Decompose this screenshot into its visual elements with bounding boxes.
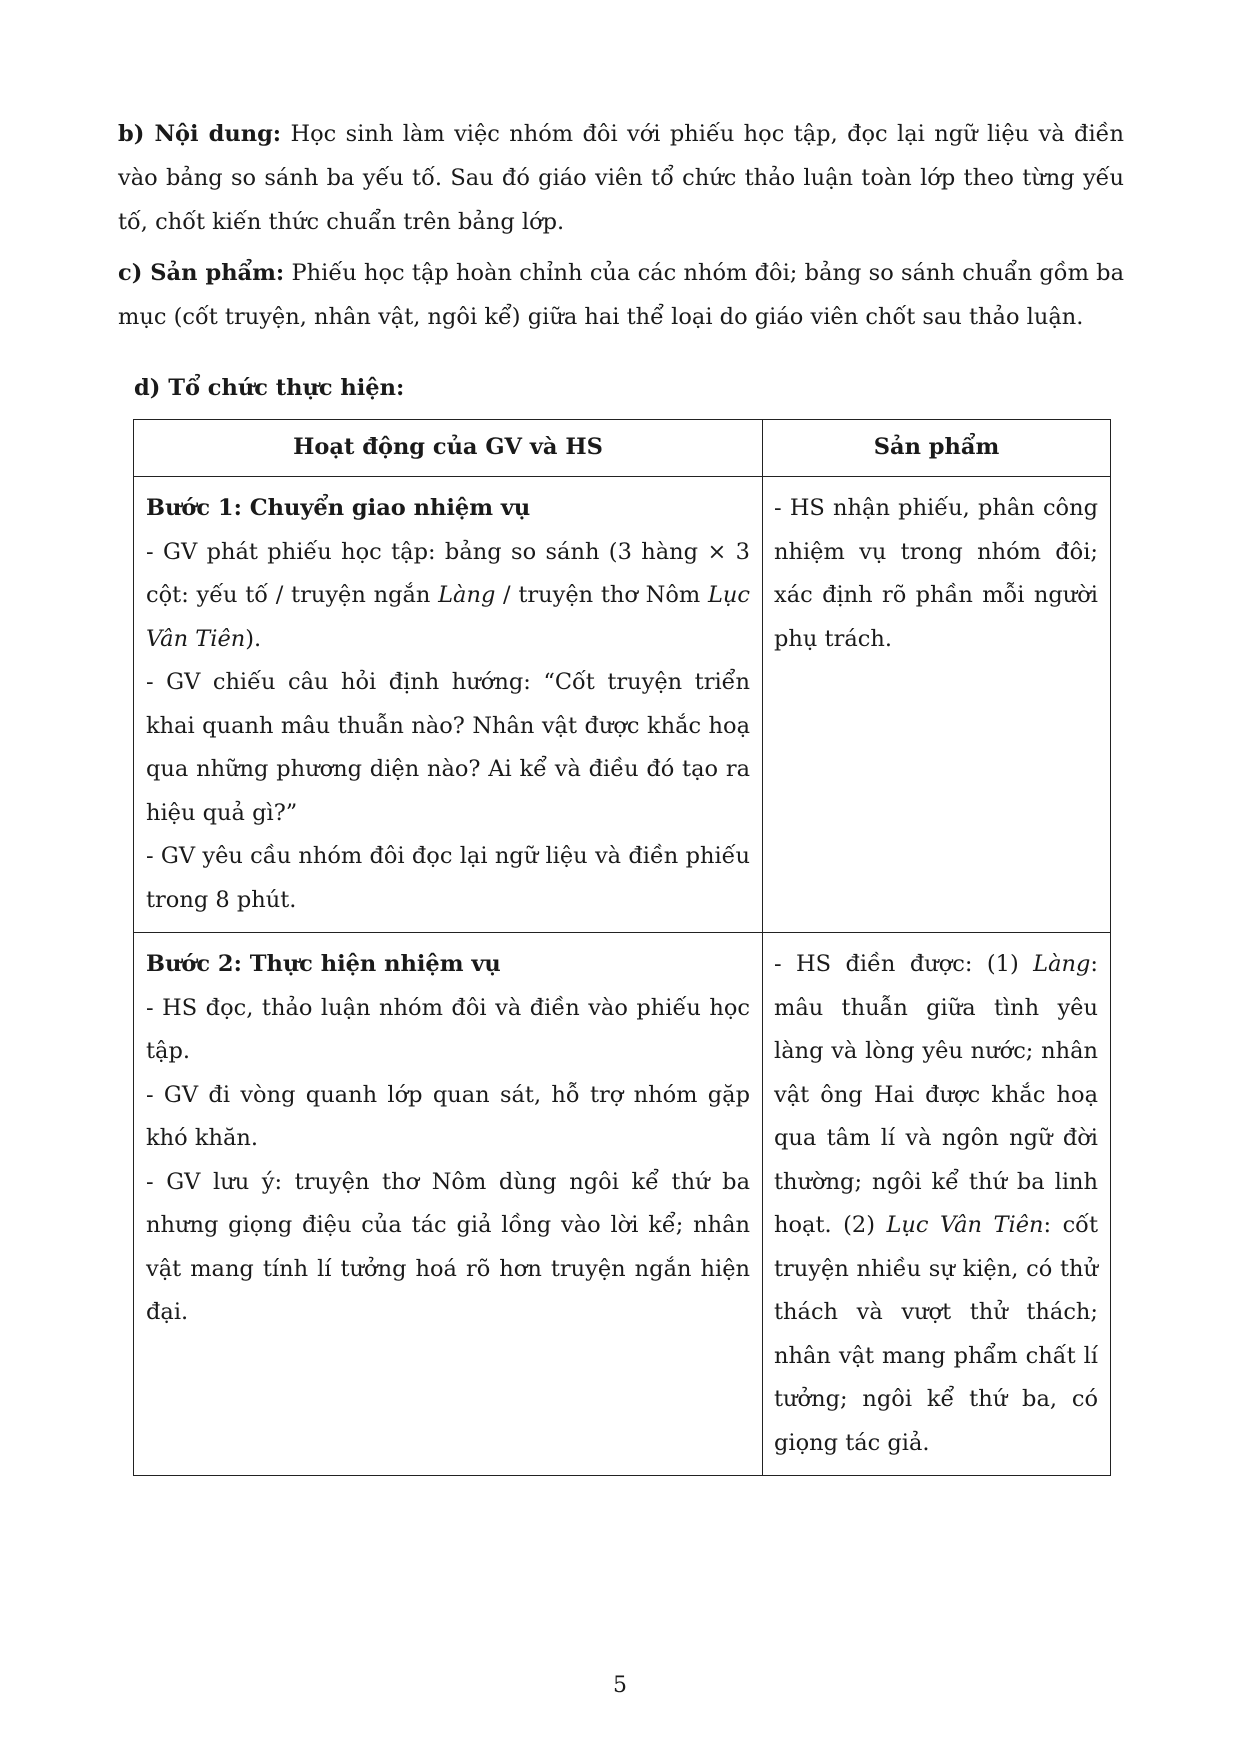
header-activities: Hoạt động của GV và HS xyxy=(134,420,763,477)
implementation-table xyxy=(133,419,1111,1476)
section-d-heading: d) Tổ chức thực hiện: xyxy=(134,375,405,401)
section-c-label: c) Sản phẩm: xyxy=(118,260,285,286)
table-header-row xyxy=(134,420,1111,477)
section-b-label: b) Nội dung: xyxy=(118,121,282,147)
work-title-lang: Làng xyxy=(438,582,496,608)
section-c-text: Phiếu học tập hoàn chỉnh của các nhóm đôi; bảng so sánh chuẩn gồm ba mục (cốt truyện, nhân vật, ngôi kể) giữa hai thể loại do giáo viên chốt sau thảo luận. xyxy=(118,260,1125,330)
step-1-line-2: - GV chiếu câu hỏi định hướng: “Cốt truyện triển khai quanh mâu thuẫn nào? Nhân vật được khắc hoạ qua những phương diện nào? Ai kể và điều đó tạo ra hiệu quả gì?” xyxy=(146,669,750,826)
step-1-activities xyxy=(134,477,763,933)
section-c-paragraph xyxy=(118,251,1124,339)
page-number: 5 xyxy=(613,1673,627,1698)
step-1-line-3: - GV yêu cầu nhóm đôi đọc lại ngữ liệu và điền phiếu trong 8 phút. xyxy=(146,843,750,913)
step-2-title: Bước 2: Thực hiện nhiệm vụ xyxy=(146,951,501,977)
step-2-line-1: - HS đọc, thảo luận nhóm đôi và điền vào phiếu học tập. xyxy=(146,994,750,1064)
step-2-line-3: - GV lưu ý: truyện thơ Nôm dùng ngôi kể thứ ba nhưng giọng điệu của tác giả lồng vào lời kể; nhân vật mang tính lí tưởng hoá rõ hơn truyện ngắn hiện đại. xyxy=(146,1168,750,1325)
header-products: Sản phẩm xyxy=(763,420,1111,477)
table-row-step-1 xyxy=(134,477,1111,933)
table-row-step-2 xyxy=(134,933,1111,1476)
section-b-paragraph xyxy=(118,112,1124,244)
work-title-lang-2: Làng xyxy=(1033,951,1091,977)
work-title-luc-van-tien-2: Lục Vân Tiên xyxy=(886,1212,1044,1238)
step-1-line-1: - GV phát phiếu học tập: bảng so sánh (3 hàng × 3 cột: yếu tố / truyện ngắn Làng / truyện thơ Nôm Lục Vân Tiên). xyxy=(146,538,750,652)
step-1-product: - HS nhận phiếu, phân công nhiệm vụ trong nhóm đôi; xác định rõ phần mỗi người phụ trách. xyxy=(763,477,1111,933)
step-2-product: - HS điền được: (1) Làng: mâu thuẫn giữa tình yêu làng và lòng yêu nước; nhân vật ông Hai được khắc hoạ qua tâm lí và ngôn ngữ đời thường; ngôi kể thứ ba linh hoạt. (2) Lục Vân Tiên: cốt truyện nhiều sự kiện, có thử thách và vượt thử thách; nhân vật mang phẩm chất lí tưởng; ngôi kể thứ ba, có giọng tác giả. xyxy=(763,933,1111,1476)
step-1-title: Bước 1: Chuyển giao nhiệm vụ xyxy=(146,495,531,521)
work-title-luc-van-tien: Lục Vân Tiên xyxy=(146,582,750,652)
step-2-activities xyxy=(134,933,763,1476)
step-2-line-2: - GV đi vòng quanh lớp quan sát, hỗ trợ nhóm gặp khó khăn. xyxy=(146,1081,750,1151)
section-b-text: Học sinh làm việc nhóm đôi với phiếu học tập, đọc lại ngữ liệu và điền vào bảng so sánh ba yếu tố. Sau đó giáo viên tổ chức thảo luận toàn lớp theo từng yếu tố, chốt kiến thức chuẩn trên bảng lớp. xyxy=(118,121,1124,235)
